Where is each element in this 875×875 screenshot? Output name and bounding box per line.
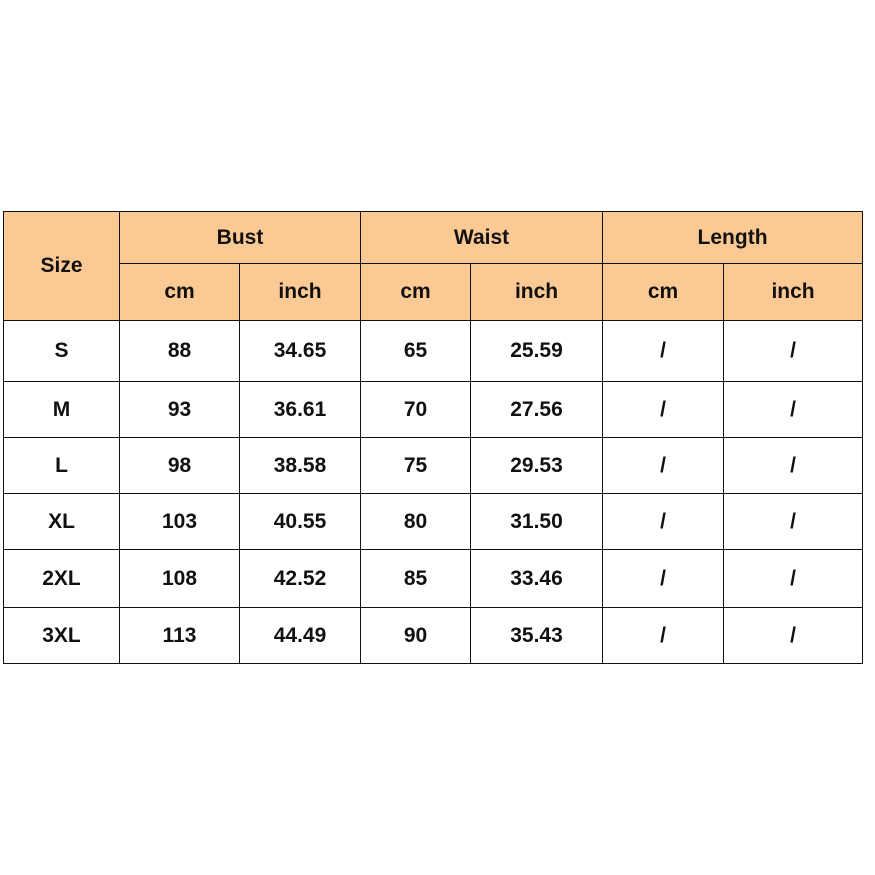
table-row [4, 321, 863, 382]
bust-cm-cell: 98 [120, 438, 240, 494]
size-cell: 2XL [4, 550, 120, 608]
table-row [4, 608, 863, 664]
waist-cm-cell: 85 [361, 550, 471, 608]
length-cm-header: cm [603, 264, 724, 321]
size-header: Size [4, 212, 120, 321]
waist-inch-cell: 35.43 [471, 608, 603, 664]
bust-cm-header: cm [120, 264, 240, 321]
bust-inch-cell: 36.61 [240, 382, 361, 438]
size-cell: S [4, 321, 120, 382]
size-chart-table [3, 211, 863, 664]
table-row [4, 550, 863, 608]
waist-cm-cell: 65 [361, 321, 471, 382]
length-cm-cell: / [603, 382, 724, 438]
length-inch-cell: / [724, 382, 863, 438]
header-row-units [4, 264, 863, 321]
length-cm-cell: / [603, 321, 724, 382]
waist-inch-header: inch [471, 264, 603, 321]
bust-header: Bust [120, 212, 361, 264]
length-cm-cell: / [603, 608, 724, 664]
waist-cm-header: cm [361, 264, 471, 321]
bust-cm-cell: 108 [120, 550, 240, 608]
waist-cm-cell: 70 [361, 382, 471, 438]
waist-inch-cell: 29.53 [471, 438, 603, 494]
size-cell: L [4, 438, 120, 494]
waist-cm-cell: 90 [361, 608, 471, 664]
length-cm-cell: / [603, 494, 724, 550]
waist-cm-cell: 80 [361, 494, 471, 550]
length-inch-cell: / [724, 550, 863, 608]
waist-header: Waist [361, 212, 603, 264]
bust-inch-cell: 40.55 [240, 494, 361, 550]
length-inch-cell: / [724, 608, 863, 664]
length-inch-cell: / [724, 494, 863, 550]
size-cell: XL [4, 494, 120, 550]
length-cm-cell: / [603, 550, 724, 608]
bust-cm-cell: 93 [120, 382, 240, 438]
bust-inch-header: inch [240, 264, 361, 321]
waist-inch-cell: 27.56 [471, 382, 603, 438]
bust-cm-cell: 88 [120, 321, 240, 382]
bust-cm-cell: 103 [120, 494, 240, 550]
length-inch-header: inch [724, 264, 863, 321]
length-inch-cell: / [724, 438, 863, 494]
waist-inch-cell: 31.50 [471, 494, 603, 550]
size-cell: 3XL [4, 608, 120, 664]
waist-cm-cell: 75 [361, 438, 471, 494]
table-row [4, 382, 863, 438]
bust-inch-cell: 34.65 [240, 321, 361, 382]
waist-inch-cell: 25.59 [471, 321, 603, 382]
length-inch-cell: / [724, 321, 863, 382]
waist-inch-cell: 33.46 [471, 550, 603, 608]
length-cm-cell: / [603, 438, 724, 494]
bust-inch-cell: 38.58 [240, 438, 361, 494]
header-row-groups [4, 212, 863, 264]
length-header: Length [603, 212, 863, 264]
bust-inch-cell: 44.49 [240, 608, 361, 664]
size-cell: M [4, 382, 120, 438]
table-row [4, 438, 863, 494]
table-row [4, 494, 863, 550]
bust-inch-cell: 42.52 [240, 550, 361, 608]
bust-cm-cell: 113 [120, 608, 240, 664]
